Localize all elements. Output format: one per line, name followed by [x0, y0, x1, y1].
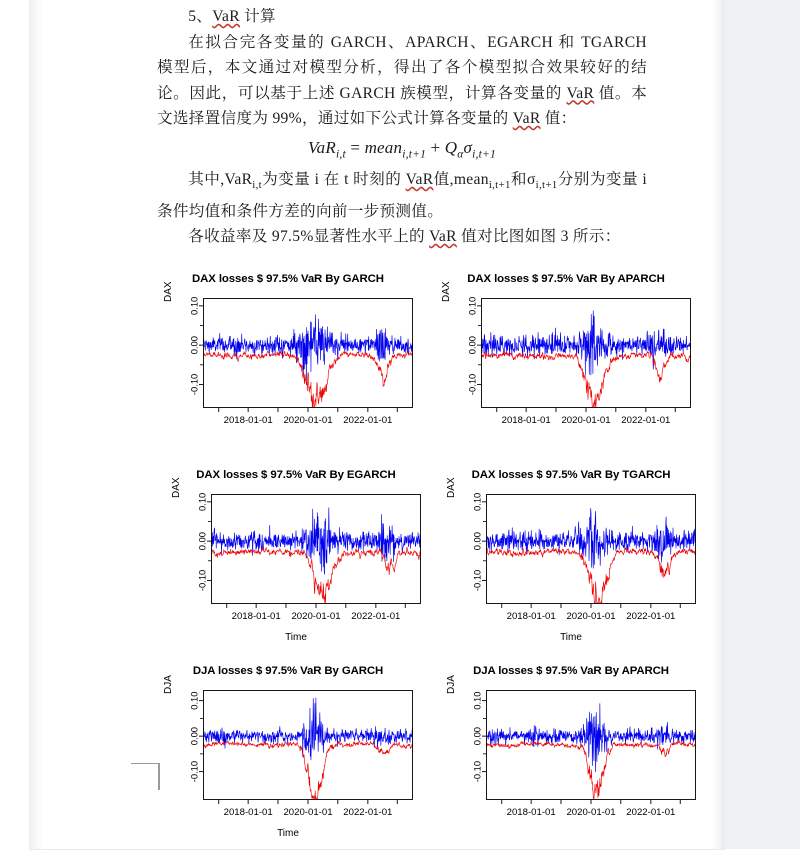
- formula-q-sub: α: [457, 146, 464, 160]
- y-axis-label: DJA: [446, 675, 457, 694]
- chart-title: DAX losses $ 97.5% VaR By EGARCH: [196, 469, 396, 481]
- x-axis-tick-label: 2018-01-01: [501, 415, 551, 426]
- formula-plus: +: [430, 137, 441, 157]
- chart-row-dax-1: [157, 268, 702, 464]
- chart-dja-garch: [157, 660, 419, 850]
- chart-title: DAX losses $ 97.5% VaR By APARCH: [467, 273, 665, 285]
- formula-mean-sub: i,t+1: [402, 146, 427, 160]
- para3-sigma: σ: [526, 170, 536, 188]
- formula-sigma-sub: i,t+1: [472, 146, 496, 160]
- y-axis-tick-label: 0.00: [471, 532, 483, 551]
- plot-area: [440, 490, 702, 630]
- plot-area: [157, 294, 419, 434]
- section-heading-rest: 计算: [239, 8, 276, 25]
- para2-text-2: 值。本文选择置信度为 99%，通过如下公式计算各变量的: [157, 84, 647, 127]
- plot-svg: [435, 294, 697, 434]
- plot-svg: [440, 490, 702, 630]
- page-edge-right: [712, 0, 724, 849]
- x-axis-tick-label: 2018-01-01: [506, 611, 556, 622]
- x-axis-tick-label: 2022-01-01: [351, 611, 401, 622]
- page-crop-mark: [131, 763, 160, 790]
- y-axis-tick-label: 0.00: [471, 727, 483, 746]
- series-var-line: [486, 548, 696, 603]
- plot-area: [435, 294, 697, 434]
- x-axis-tick-label: 2020-01-01: [566, 611, 616, 622]
- chart-title: DAX losses $ 97.5% VaR By TGARCH: [471, 469, 671, 481]
- chart-row-dja-1: [157, 660, 702, 850]
- para3-var-1: VaR: [224, 170, 253, 188]
- term-var: VaR: [405, 170, 434, 188]
- y-axis-tick-label: -0.10: [188, 373, 200, 396]
- x-axis-tick-label: 2020-01-01: [566, 807, 616, 818]
- x-axis-tick-label: 2022-01-01: [621, 415, 671, 426]
- document-text-body: [157, 4, 647, 250]
- series-var-line: [486, 741, 696, 799]
- chart-title: DJA losses $ 97.5% VaR By GARCH: [192, 665, 384, 677]
- plot-area: [157, 686, 419, 826]
- chart-dax-egarch: [165, 464, 427, 660]
- paragraph-notation: [157, 167, 647, 224]
- para3-text-3: 值,: [433, 170, 454, 188]
- x-axis-tick-label: 2022-01-01: [343, 807, 393, 818]
- y-axis-label: DAX: [163, 281, 174, 302]
- chart-dax-garch: [157, 268, 419, 464]
- series-var-line: [211, 547, 421, 603]
- formula-q: Q: [444, 137, 458, 157]
- x-axis-tick-label: 2020-01-01: [291, 611, 341, 622]
- y-axis-tick-label: 0.10: [188, 296, 200, 315]
- plot-svg: [440, 686, 702, 826]
- y-axis-tick-label: 0.10: [466, 296, 478, 315]
- chart-row-dax-2: [157, 464, 702, 660]
- section-number: 5、: [188, 8, 213, 25]
- plot-frame: [212, 495, 421, 604]
- y-axis-tick-label: 0.00: [196, 532, 208, 551]
- para3-text-4: 和: [510, 170, 527, 188]
- formula-sigma: σ: [463, 137, 473, 157]
- plot-svg: [157, 686, 419, 826]
- para3-sigma-sub: i,t+1: [535, 179, 558, 191]
- left-gutter: [0, 0, 30, 849]
- chart-dja-aparch: [440, 660, 702, 850]
- formula-lhs: VaR: [307, 137, 336, 157]
- x-axis-tick-label: 2020-01-01: [561, 415, 611, 426]
- plot-area: [165, 490, 427, 630]
- paragraph-model-fitting: [157, 30, 647, 132]
- series-var-line: [203, 741, 413, 799]
- plot-area: [440, 686, 702, 826]
- para3-mean: mean: [453, 170, 489, 188]
- y-axis-tick-label: 0.10: [196, 492, 208, 511]
- y-axis-tick-label: 0.00: [188, 336, 200, 355]
- series-returns-line: [486, 508, 696, 568]
- x-axis-label: Time: [560, 632, 582, 643]
- figure-3-chart-grid: [157, 268, 702, 850]
- section-heading: [157, 4, 647, 30]
- para3-mean-sub: i,t+1: [488, 179, 511, 191]
- formula-equals: =: [350, 137, 361, 157]
- y-axis-tick-label: -0.10: [196, 569, 208, 592]
- x-axis-label: Time: [285, 632, 307, 643]
- series-var-line: [481, 351, 691, 406]
- para4-text-2: 值对比图如图 3 所示：: [456, 228, 621, 245]
- y-axis-tick-label: 0.00: [188, 727, 200, 746]
- y-axis-label: DJA: [163, 675, 174, 694]
- x-axis-tick-label: 2018-01-01: [231, 611, 281, 622]
- para3-var-1-sub: i,t: [252, 179, 262, 191]
- x-axis-tick-label: 2022-01-01: [626, 807, 676, 818]
- series-returns-line: [211, 508, 421, 575]
- chart-title: DAX losses $ 97.5% VaR By GARCH: [192, 273, 384, 285]
- plot-frame: [482, 299, 691, 408]
- x-axis-tick-label: 2022-01-01: [343, 415, 393, 426]
- formula-lhs-sub: i,t: [335, 146, 346, 160]
- para2-text-1: 在拟合完各变量的 GARCH、APARCH、EGARCH 和 TGARCH 模型后，本文通过对模型分析，得出了各个模型拟合效果较好的结论。因此，可以基于上述 GARCH 族模型，计算各变量的: [157, 33, 647, 102]
- y-axis-tick-label: 0.10: [471, 492, 483, 511]
- term-var: VaR: [212, 8, 240, 25]
- x-axis-tick-label: 2022-01-01: [626, 611, 676, 622]
- y-axis-label: DAX: [171, 477, 182, 498]
- y-axis-tick-label: 0.00: [466, 336, 478, 355]
- series-returns-line: [481, 311, 691, 375]
- para3-text-1: 其中,: [188, 170, 225, 188]
- y-axis-tick-label: 0.10: [471, 691, 483, 710]
- para3-text-5: 分别为变量 i 条件均值和条件方差的向前一步预测值。: [157, 170, 648, 220]
- page-edge-left: [30, 0, 44, 849]
- x-axis-tick-label: 2018-01-01: [223, 807, 273, 818]
- chart-title: DJA losses $ 97.5% VaR By APARCH: [473, 665, 669, 677]
- para3-text-2: 为变量 i 在 t 时刻的: [261, 170, 406, 188]
- term-var: VaR: [566, 84, 595, 102]
- x-axis-tick-label: 2020-01-01: [283, 807, 333, 818]
- plot-svg: [157, 294, 419, 434]
- x-axis-tick-label: 2020-01-01: [283, 415, 333, 426]
- x-axis-tick-label: 2018-01-01: [223, 415, 273, 426]
- chart-dax-aparch: [435, 268, 697, 464]
- outside-page-area: [724, 0, 800, 849]
- y-axis-tick-label: -0.10: [188, 760, 200, 783]
- series-var-line: [203, 351, 413, 407]
- chart-dax-tgarch: [440, 464, 702, 660]
- plot-svg: [165, 490, 427, 630]
- y-axis-tick-label: -0.10: [471, 760, 483, 783]
- paragraph-figure-ref: [157, 224, 647, 250]
- y-axis-tick-label: -0.10: [471, 569, 483, 592]
- series-returns-line: [486, 703, 696, 772]
- term-var: VaR: [429, 228, 457, 245]
- y-axis-tick-label: -0.10: [466, 373, 478, 396]
- y-axis-label: DAX: [441, 281, 452, 302]
- y-axis-tick-label: 0.10: [188, 691, 200, 710]
- term-var: VaR: [512, 110, 541, 127]
- para4-text-1: 各收益率及 97.5%显著性水平上的: [188, 228, 430, 245]
- para2-text-3: 值：: [540, 110, 577, 127]
- x-axis-tick-label: 2018-01-01: [506, 807, 556, 818]
- y-axis-label: DAX: [446, 477, 457, 498]
- formula-mean: mean: [364, 137, 403, 157]
- x-axis-label: Time: [277, 828, 299, 839]
- var-formula: [157, 134, 647, 167]
